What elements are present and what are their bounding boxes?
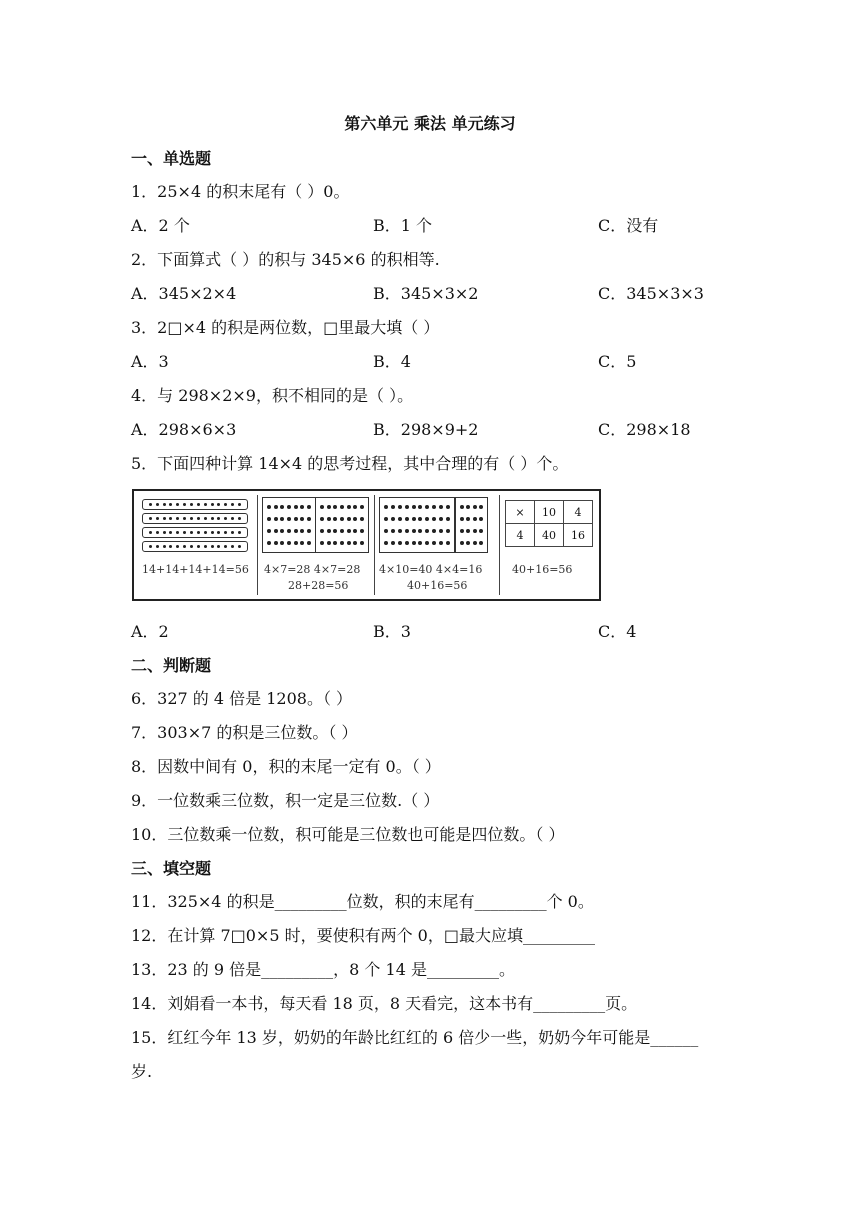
- dot: [156, 545, 159, 548]
- dot-array-4x7: [315, 497, 369, 553]
- dot: [211, 503, 214, 506]
- dot: [294, 529, 298, 533]
- dot: [197, 503, 200, 506]
- dot: [418, 517, 422, 521]
- q1-option-a: A．2 个: [131, 216, 190, 235]
- question-8: 8．因数中间有 0，积的末尾一定有 0。（ ）: [131, 757, 441, 776]
- question-2: 2．下面算式（ ）的积与 345×6 的积相等.: [131, 250, 440, 269]
- dot: [446, 505, 450, 509]
- dot: [360, 529, 364, 533]
- dot-bar-14: [142, 527, 248, 538]
- q3-option-a: A．3: [131, 352, 169, 371]
- dot-array-4x4: [455, 497, 488, 553]
- dot: [391, 517, 395, 521]
- dot: [224, 517, 227, 520]
- q5-option-b: B．3: [373, 622, 411, 641]
- dot: [460, 517, 464, 521]
- q2-option-b: B．345×3×2: [373, 284, 479, 303]
- dot: [169, 503, 172, 506]
- dot: [204, 531, 207, 534]
- q2-option-a: A．345×2×4: [131, 284, 237, 303]
- dot: [384, 529, 388, 533]
- figure-panel-4-equation: 40+16=56: [512, 563, 573, 576]
- dot-bar-14: [142, 513, 248, 524]
- dot: [347, 529, 351, 533]
- dot: [432, 541, 436, 545]
- question-13: 13．23 的 9 倍是_________，8 个 14 是_________。: [131, 960, 515, 979]
- dot: [217, 531, 220, 534]
- dot: [169, 545, 172, 548]
- dot: [405, 517, 409, 521]
- dot: [300, 505, 304, 509]
- section-heading-single-choice: 一、单选题: [131, 149, 212, 168]
- dot: [280, 517, 284, 521]
- dot: [217, 503, 220, 506]
- dot: [300, 517, 304, 521]
- dot: [224, 531, 227, 534]
- dot: [267, 541, 271, 545]
- dot: [327, 541, 331, 545]
- question-6: 6．327 的 4 倍是 1208。（ ）: [131, 689, 353, 708]
- question-7: 7．303×7 的积是三位数。（ ）: [131, 723, 358, 742]
- dot: [439, 505, 443, 509]
- dot: [274, 529, 278, 533]
- dot: [473, 517, 477, 521]
- dot: [190, 531, 193, 534]
- dot: [412, 517, 416, 521]
- dot: [446, 517, 450, 521]
- q4-option-b: B．298×9+2: [373, 420, 479, 439]
- dot: [460, 529, 464, 533]
- dot: [391, 541, 395, 545]
- dot: [204, 503, 207, 506]
- dot: [176, 503, 179, 506]
- dot: [425, 505, 429, 509]
- dot: [307, 541, 311, 545]
- dot: [287, 541, 291, 545]
- dot: [307, 517, 311, 521]
- table-cell: 4: [506, 524, 535, 547]
- dot: [340, 505, 344, 509]
- dot: [238, 517, 241, 520]
- figure-panel-4: [500, 491, 597, 599]
- table-cell: 16: [564, 524, 593, 547]
- dot: [190, 503, 193, 506]
- dot: [384, 541, 388, 545]
- figure-panel-3-equation-2: 40+16=56: [407, 579, 468, 592]
- dot: [405, 541, 409, 545]
- dot: [425, 529, 429, 533]
- dot: [432, 505, 436, 509]
- dot: [412, 529, 416, 533]
- dot: [384, 505, 388, 509]
- dot: [340, 541, 344, 545]
- q3-option-c: C．5: [598, 352, 637, 371]
- dot: [340, 529, 344, 533]
- dot: [238, 545, 241, 548]
- dot: [163, 545, 166, 548]
- dot: [473, 541, 477, 545]
- multiplication-table: [505, 500, 593, 547]
- dot: [280, 541, 284, 545]
- dot: [224, 503, 227, 506]
- dot: [280, 505, 284, 509]
- dot: [176, 545, 179, 548]
- dot: [156, 531, 159, 534]
- dot: [204, 517, 207, 520]
- dot: [190, 517, 193, 520]
- dot: [353, 505, 357, 509]
- dot: [238, 531, 241, 534]
- dot: [360, 517, 364, 521]
- dot: [149, 545, 152, 548]
- dot: [446, 541, 450, 545]
- dot: [274, 505, 278, 509]
- dot: [360, 541, 364, 545]
- dot: [446, 529, 450, 533]
- dot: [267, 505, 271, 509]
- question-4: 4．与 298×2×9，积不相同的是（ ）。: [131, 386, 414, 405]
- dot: [418, 541, 422, 545]
- dot: [320, 541, 324, 545]
- q2-option-c: C．345×3×3: [598, 284, 704, 303]
- dot: [479, 529, 483, 533]
- dot: [294, 517, 298, 521]
- q4-option-a: A．298×6×3: [131, 420, 237, 439]
- dot: [347, 517, 351, 521]
- dot: [231, 531, 234, 534]
- table-cell: ×: [506, 501, 535, 524]
- table-cell: 4: [564, 501, 593, 524]
- dot: [353, 529, 357, 533]
- dot: [360, 505, 364, 509]
- dot: [238, 503, 241, 506]
- dot: [211, 545, 214, 548]
- dot-bar-14: [142, 541, 248, 552]
- dot: [333, 529, 337, 533]
- dot: [163, 517, 166, 520]
- dot: [294, 541, 298, 545]
- dot-bar-14: [142, 499, 248, 510]
- dot: [224, 545, 227, 548]
- figure-panel-3: [375, 491, 498, 599]
- dot: [398, 517, 402, 521]
- dot: [460, 505, 464, 509]
- dot: [320, 505, 324, 509]
- dot: [231, 545, 234, 548]
- dot: [149, 503, 152, 506]
- dot-array-4x7: [262, 497, 316, 553]
- dot: [405, 505, 409, 509]
- q5-figure: [132, 489, 601, 601]
- q1-option-b: B．1 个: [373, 216, 433, 235]
- section-heading-true-false: 二、判断题: [131, 656, 212, 675]
- dot: [418, 505, 422, 509]
- dot: [333, 541, 337, 545]
- dot: [274, 541, 278, 545]
- dot: [183, 545, 186, 548]
- question-15: 15．红红今年 13 岁，奶奶的年龄比红红的 6 倍少一些，奶奶今年可能是______: [131, 1028, 699, 1047]
- dot: [473, 505, 477, 509]
- dot: [156, 517, 159, 520]
- question-9: 9．一位数乘三位数，积一定是三位数.（ ）: [131, 791, 440, 810]
- dot: [197, 531, 200, 534]
- dot: [169, 517, 172, 520]
- figure-panel-3-equation-1: 4×10=40 4×4=16: [379, 563, 483, 576]
- dot: [439, 517, 443, 521]
- question-1: 1．25×4 的积末尾有（ ）0。: [131, 182, 350, 201]
- figure-panel-2-equation-1: 4×7=28 4×7=28: [264, 563, 361, 576]
- dot: [432, 517, 436, 521]
- dot: [163, 503, 166, 506]
- dot: [183, 503, 186, 506]
- dot: [398, 505, 402, 509]
- dot: [473, 529, 477, 533]
- dot: [466, 529, 470, 533]
- dot: [398, 541, 402, 545]
- dot: [163, 531, 166, 534]
- dot: [156, 503, 159, 506]
- dot: [176, 531, 179, 534]
- question-5: 5．下面四种计算 14×4 的思考过程，其中合理的有（ ）个。: [131, 454, 569, 473]
- dot: [432, 529, 436, 533]
- dot: [353, 541, 357, 545]
- dot: [274, 517, 278, 521]
- question-15-continued: 岁.: [131, 1062, 153, 1081]
- q5-option-a: A．2: [131, 622, 169, 641]
- dot: [300, 529, 304, 533]
- dot: [231, 517, 234, 520]
- dot: [425, 517, 429, 521]
- dot: [231, 503, 234, 506]
- table-cell: 40: [535, 524, 564, 547]
- dot: [384, 517, 388, 521]
- dot: [479, 541, 483, 545]
- q1-option-c: C．没有: [598, 216, 659, 235]
- figure-panel-1-equation: 14+14+14+14=56: [142, 563, 249, 576]
- dot: [149, 531, 152, 534]
- question-12: 12．在计算 7□0×5 时，要使积有两个 0，□最大应填_________: [131, 926, 595, 945]
- table-cell: 10: [535, 501, 564, 524]
- dot: [466, 517, 470, 521]
- dot: [327, 505, 331, 509]
- dot: [340, 517, 344, 521]
- q3-option-b: B．4: [373, 352, 411, 371]
- question-11: 11．325×4 的积是_________位数，积的末尾有_________个 0。: [131, 892, 594, 911]
- question-14: 14．刘娟看一本书，每天看 18 页，8 天看完，这本书有_________页。: [131, 994, 638, 1013]
- dot: [333, 505, 337, 509]
- q5-option-c: C．4: [598, 622, 637, 641]
- question-3: 3．2□×4 的积是两位数，□里最大填（ ）: [131, 318, 440, 337]
- dot: [412, 505, 416, 509]
- dot: [267, 517, 271, 521]
- dot: [197, 545, 200, 548]
- dot: [190, 545, 193, 548]
- dot: [391, 529, 395, 533]
- dot: [294, 505, 298, 509]
- question-10: 10．三位数乘一位数，积可能是三位数也可能是四位数。（ ）: [131, 825, 565, 844]
- dot: [347, 541, 351, 545]
- figure-panel-2: [258, 491, 373, 599]
- dot: [320, 517, 324, 521]
- dot: [333, 517, 337, 521]
- dot: [320, 529, 324, 533]
- dot: [398, 529, 402, 533]
- dot: [405, 529, 409, 533]
- dot: [353, 517, 357, 521]
- dot: [391, 505, 395, 509]
- dot: [347, 505, 351, 509]
- figure-panel-2-equation-2: 28+28=56: [288, 579, 349, 592]
- dot: [327, 517, 331, 521]
- dot: [197, 517, 200, 520]
- dot: [327, 529, 331, 533]
- dot: [466, 505, 470, 509]
- dot: [425, 541, 429, 545]
- dot: [460, 541, 464, 545]
- dot: [287, 505, 291, 509]
- dot: [307, 505, 311, 509]
- dot: [217, 545, 220, 548]
- dot: [479, 505, 483, 509]
- dot: [204, 545, 207, 548]
- dot: [280, 529, 284, 533]
- q4-option-c: C．298×18: [598, 420, 691, 439]
- dot: [217, 517, 220, 520]
- dot: [300, 541, 304, 545]
- dot: [439, 529, 443, 533]
- dot: [183, 531, 186, 534]
- dot: [412, 541, 416, 545]
- section-heading-fill-blank: 三、填空题: [131, 859, 212, 878]
- dot: [287, 517, 291, 521]
- dot: [176, 517, 179, 520]
- dot: [287, 529, 291, 533]
- dot-array-4x10: [379, 497, 455, 553]
- dot: [211, 531, 214, 534]
- dot: [169, 531, 172, 534]
- dot: [183, 517, 186, 520]
- figure-panel-1: [134, 491, 256, 599]
- dot: [149, 517, 152, 520]
- dot: [466, 541, 470, 545]
- dot: [439, 541, 443, 545]
- page-title: 第六单元 乘法 单元练习: [344, 114, 516, 133]
- dot: [211, 517, 214, 520]
- dot: [307, 529, 311, 533]
- dot: [267, 529, 271, 533]
- dot: [479, 517, 483, 521]
- dot: [418, 529, 422, 533]
